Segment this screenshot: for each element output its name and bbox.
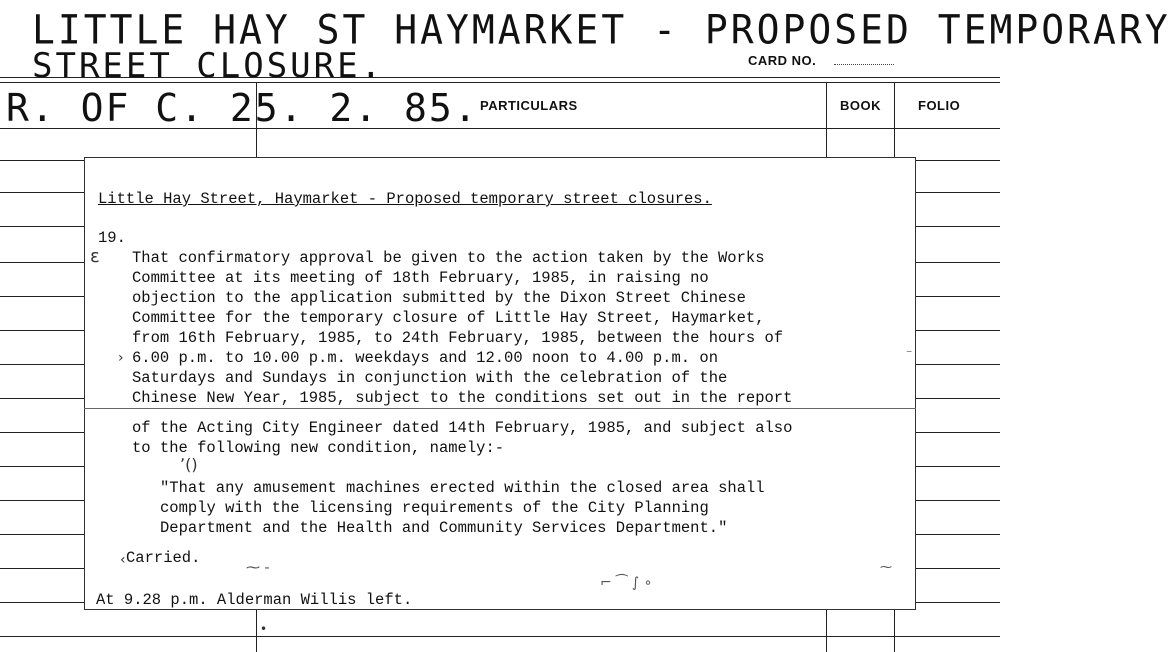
minute-paragraph-2: of the Acting City Engineer dated 14th February, 1985, and subject also to the following new condition, namely:- [132,419,793,457]
ink-mark: ⌐ ⁀ ∫ ∘ [600,575,653,591]
minute-footer-note: At 9.28 p.m. Alderman Willis left. [96,591,413,609]
ink-mark: ⁻ [906,346,913,360]
reference-code: R. OF C. 25. 2. 85. [6,86,479,130]
ink-mark: ⁓ [880,560,892,574]
ledger-line [0,636,1000,637]
column-header-folio: FOLIO [918,98,961,113]
column-header-particulars: PARTICULARS [480,98,578,113]
minute-number: 19. [98,229,126,247]
card-title-line2: STREET CLOSURE. [32,46,385,86]
minute-condition-quote: "That any amusement machines erected within the closed area shall comply with the licensing requirements of the City Planning Department and the Health and Community Services Department." [160,479,765,537]
ink-mark: ʼ() [180,455,198,474]
minute-paragraph-1: That confirmatory approval be given to the action taken by the Works Committee at its meeting of 18th February, 1985, in raising no objection to the application submitted by the Dixon Street Chinese Committee for the temporary closure of Little Hay Street, Haymarket, from 16th February, 1985, to 24th February, 1985, between the hours of 6.00 p.m. to 10.00 p.m. weekdays and 12.00 noon to 4.00 p.m. on Saturdays and Sundays in conjunction with the celebration of the Chinese New Year, 1985, subject to the conditions set out in the report [132,249,793,407]
ink-mark: ⁓ - [246,560,270,576]
header-rule-top-double [0,82,1000,83]
ink-mark: › [118,350,124,366]
ink-mark: • [260,622,268,636]
ink-mark: ɛ [90,246,100,267]
card-title-line1: LITTLE HAY ST HAYMARKET - PROPOSED TEMPORARY [32,6,1171,54]
minute-heading: Little Hay Street, Haymarket - Proposed temporary street closures. [98,190,712,208]
minute-carried: Carried. [126,549,201,567]
slip-join-seam [84,408,916,409]
header-rule-top [0,77,1000,78]
ink-mark: ‹ [120,552,126,568]
card-number-field [834,64,894,65]
column-header-book: BOOK [840,98,881,113]
card-number-label: CARD NO. [748,53,817,68]
